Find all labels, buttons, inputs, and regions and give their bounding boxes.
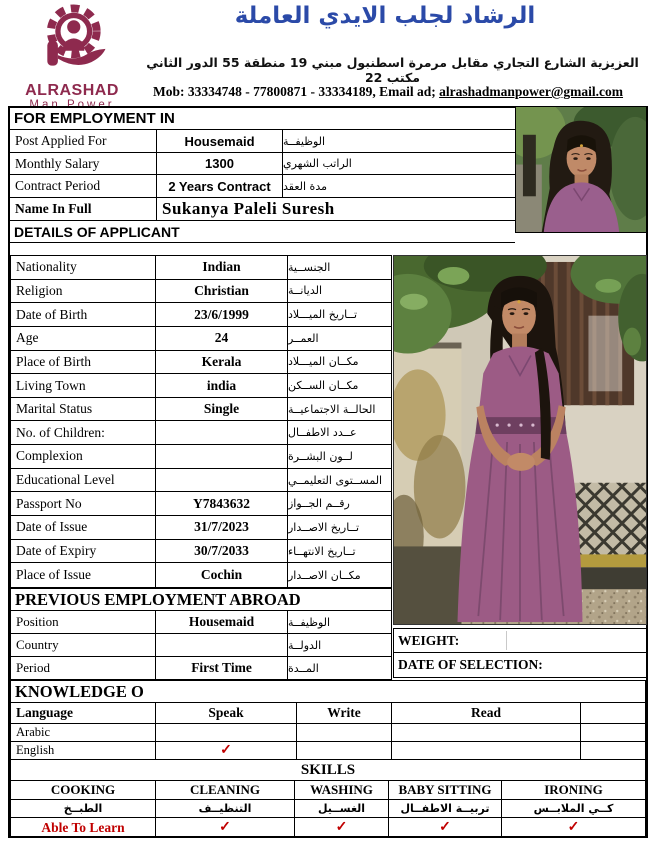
headshot-photo-graphic bbox=[516, 107, 646, 232]
field-label: Monthly Salary bbox=[10, 153, 157, 174]
field-label-arabic: العمــر bbox=[288, 331, 319, 345]
divider bbox=[506, 631, 507, 650]
table-row bbox=[11, 724, 645, 742]
skill-value: Able To Learn bbox=[11, 818, 156, 837]
column-header-arabic: تربيــة الاطفــال bbox=[389, 800, 502, 817]
empty-cell bbox=[581, 724, 645, 741]
column-header-arabic: الطبــخ bbox=[11, 800, 156, 817]
field-value: Housemaid bbox=[157, 130, 283, 152]
field-label: Date of Expiry bbox=[11, 540, 156, 563]
field-label: Country bbox=[11, 634, 156, 656]
field-label: Educational Level bbox=[11, 469, 156, 492]
field-value: Y7843632 bbox=[156, 492, 288, 515]
table-row bbox=[11, 469, 391, 493]
language-table bbox=[10, 702, 646, 760]
table-row bbox=[11, 516, 391, 540]
contact-phones: Mob: 33334748 - 77800871 - 33334189, Email ad; bbox=[152, 84, 436, 99]
field-value bbox=[156, 469, 288, 492]
table-row-arabic bbox=[11, 800, 645, 818]
field-label-arabic: تــاريخ الميـــلاد bbox=[288, 308, 358, 322]
field-value: 30/7/2033 bbox=[156, 540, 288, 563]
applicant-full-name: Sukanya Paleli Suresh bbox=[162, 199, 335, 218]
field-label-arabic: مكــان الســكن bbox=[288, 379, 359, 393]
field-label: Place of Issue bbox=[11, 563, 156, 587]
weight-label: WEIGHT: bbox=[398, 632, 460, 648]
check-icon: ✓ bbox=[389, 818, 502, 837]
applicant-details-table bbox=[10, 255, 392, 588]
agency-address-arabic: العزيزية الشارع التجاري مقابل مرمرة اسطنبول مبني 19 منطقة 55 الدور الثاني مكتب 22 bbox=[146, 55, 639, 85]
field-label-arabic: الديانــة bbox=[288, 284, 322, 298]
field-label: Post Applied For bbox=[10, 130, 157, 152]
field-label-arabic: مدة العقد bbox=[283, 179, 327, 193]
contact-email-link[interactable]: alrashadmanpower@gmail.com bbox=[439, 84, 624, 99]
date-of-selection-label: DATE OF SELECTION: bbox=[398, 657, 543, 672]
table-row bbox=[11, 563, 391, 587]
field-value: Cochin bbox=[156, 563, 288, 587]
table-row bbox=[11, 492, 391, 516]
field-label-arabic: الوظيفــة bbox=[283, 134, 326, 148]
speak-cell bbox=[156, 724, 297, 741]
field-label: Name In Full bbox=[10, 198, 157, 220]
table-row-values bbox=[11, 818, 645, 837]
read-cell bbox=[392, 724, 581, 741]
column-header: Speak bbox=[156, 703, 297, 723]
column-header-arabic: الغســيل bbox=[295, 800, 389, 817]
field-value: Single bbox=[156, 398, 288, 421]
field-value: 2 Years Contract bbox=[157, 175, 283, 197]
column-header: BABY SITTING bbox=[389, 781, 502, 799]
table-row bbox=[11, 280, 391, 304]
employment-section-title: FOR EMPLOYMENT IN bbox=[10, 107, 515, 130]
column-header: WASHING bbox=[295, 781, 389, 799]
field-label: Place of Birth bbox=[11, 351, 156, 374]
skills-table bbox=[10, 780, 646, 838]
applicant-headshot-photo bbox=[515, 107, 646, 233]
table-row bbox=[11, 611, 391, 634]
applicant-full-length-photo bbox=[393, 255, 647, 625]
table-row bbox=[11, 256, 391, 280]
knowledge-section-title: KNOWLEDGE O bbox=[10, 680, 646, 702]
field-label-arabic: مكــان الميـــلاد bbox=[288, 355, 359, 369]
field-label: Period bbox=[11, 657, 156, 679]
field-label-arabic: الراتب الشهري bbox=[283, 157, 352, 170]
column-header: Language bbox=[11, 703, 156, 723]
column-header: CLEANING bbox=[156, 781, 295, 799]
field-value: First Time bbox=[156, 657, 288, 679]
field-value bbox=[156, 634, 288, 656]
column-header: Write bbox=[297, 703, 392, 723]
agency-title-arabic: الرشاد لجلب الايدي العاملة bbox=[234, 3, 536, 29]
field-value: 24 bbox=[156, 327, 288, 350]
field-value: Housemaid bbox=[156, 611, 288, 633]
full-length-photo-graphic bbox=[394, 256, 646, 624]
table-row bbox=[11, 445, 391, 469]
field-label-arabic: عــدد الاطفــال bbox=[288, 426, 357, 440]
full-name-row bbox=[10, 198, 515, 221]
table-row bbox=[11, 398, 391, 422]
weight-row bbox=[393, 628, 647, 653]
previous-employment-title: PREVIOUS EMPLOYMENT ABROAD bbox=[11, 589, 391, 611]
language-name: Arabic bbox=[11, 724, 156, 741]
write-cell bbox=[297, 724, 392, 741]
field-label: Complexion bbox=[11, 445, 156, 468]
table-row bbox=[10, 153, 515, 175]
field-label: Religion bbox=[11, 280, 156, 303]
employment-section bbox=[10, 107, 515, 243]
field-label-arabic: المــدة bbox=[288, 661, 319, 675]
agency-logo bbox=[14, 4, 130, 112]
field-label-arabic: الوظيفــة bbox=[288, 615, 331, 629]
field-label-arabic: مكــان الاصــدار bbox=[288, 568, 361, 582]
field-value: 1300 bbox=[157, 153, 283, 174]
write-cell bbox=[297, 742, 392, 760]
field-label-arabic: تــاريخ الانتهــاء bbox=[288, 544, 356, 558]
empty-cell bbox=[581, 742, 645, 760]
table-row bbox=[11, 421, 391, 445]
field-label: Living Town bbox=[11, 374, 156, 397]
field-label-arabic: تــاريخ الاصــدار bbox=[288, 520, 360, 534]
previous-employment-section bbox=[10, 588, 392, 680]
field-label: Passport No bbox=[11, 492, 156, 515]
table-header-row bbox=[11, 703, 645, 724]
table-row bbox=[10, 175, 515, 198]
table-row bbox=[11, 351, 391, 375]
read-cell bbox=[392, 742, 581, 760]
field-label: Nationality bbox=[11, 256, 156, 279]
field-label-arabic: الدولــة bbox=[288, 638, 322, 652]
table-row bbox=[11, 303, 391, 327]
field-value bbox=[156, 421, 288, 444]
column-header: Read bbox=[392, 703, 581, 723]
field-label: Age bbox=[11, 327, 156, 350]
field-value: Kerala bbox=[156, 351, 288, 374]
field-label: No. of Children: bbox=[11, 421, 156, 444]
check-icon: ✓ bbox=[156, 818, 295, 837]
field-label: Date of Issue bbox=[11, 516, 156, 539]
empty-cell bbox=[581, 703, 645, 723]
table-row bbox=[11, 540, 391, 564]
field-label: Position bbox=[11, 611, 156, 633]
skills-section-title: SKILLS bbox=[10, 760, 646, 780]
field-label: Contract Period bbox=[10, 175, 157, 197]
table-row bbox=[11, 327, 391, 351]
table-row bbox=[11, 742, 645, 760]
field-value: 31/7/2023 bbox=[156, 516, 288, 539]
field-label: Date of Birth bbox=[11, 303, 156, 326]
field-value: india bbox=[156, 374, 288, 397]
field-label-arabic: المســتوى التعليمــي bbox=[288, 473, 383, 487]
check-icon: ✓ bbox=[295, 818, 389, 837]
field-value: Christian bbox=[156, 280, 288, 303]
language-name: English bbox=[11, 742, 156, 760]
check-icon: ✓ bbox=[567, 820, 580, 835]
field-label: Marital Status bbox=[11, 398, 156, 421]
table-row bbox=[11, 634, 391, 657]
table-row bbox=[11, 374, 391, 398]
column-header-arabic: التنظيــف bbox=[156, 800, 295, 817]
field-value: 23/6/1999 bbox=[156, 303, 288, 326]
contact-line bbox=[126, 84, 650, 100]
table-header-row bbox=[11, 781, 645, 800]
column-header-arabic: كــي الملابــس bbox=[533, 802, 614, 815]
details-section-title: DETAILS OF APPLICANT bbox=[10, 221, 515, 243]
field-label-arabic: لــون البشــرة bbox=[288, 449, 353, 463]
field-label-arabic: الجنســية bbox=[288, 260, 331, 274]
speak-cell: ✓ bbox=[156, 742, 297, 760]
logo-subtitle: Man Power bbox=[29, 99, 115, 111]
column-header: IRONING bbox=[544, 782, 603, 797]
gear-person-hand-logo-icon bbox=[27, 4, 117, 78]
field-value bbox=[156, 445, 288, 468]
date-of-selection-row bbox=[393, 652, 647, 678]
table-row bbox=[10, 130, 515, 153]
logo-name: ALRASHAD bbox=[25, 82, 119, 99]
field-value: Indian bbox=[156, 256, 288, 279]
field-label-arabic: الحالــة الاجتماعيــة bbox=[288, 402, 376, 416]
column-header: COOKING bbox=[11, 781, 156, 799]
field-label-arabic: رقــم الجــواز bbox=[288, 497, 350, 511]
table-row bbox=[11, 657, 391, 679]
